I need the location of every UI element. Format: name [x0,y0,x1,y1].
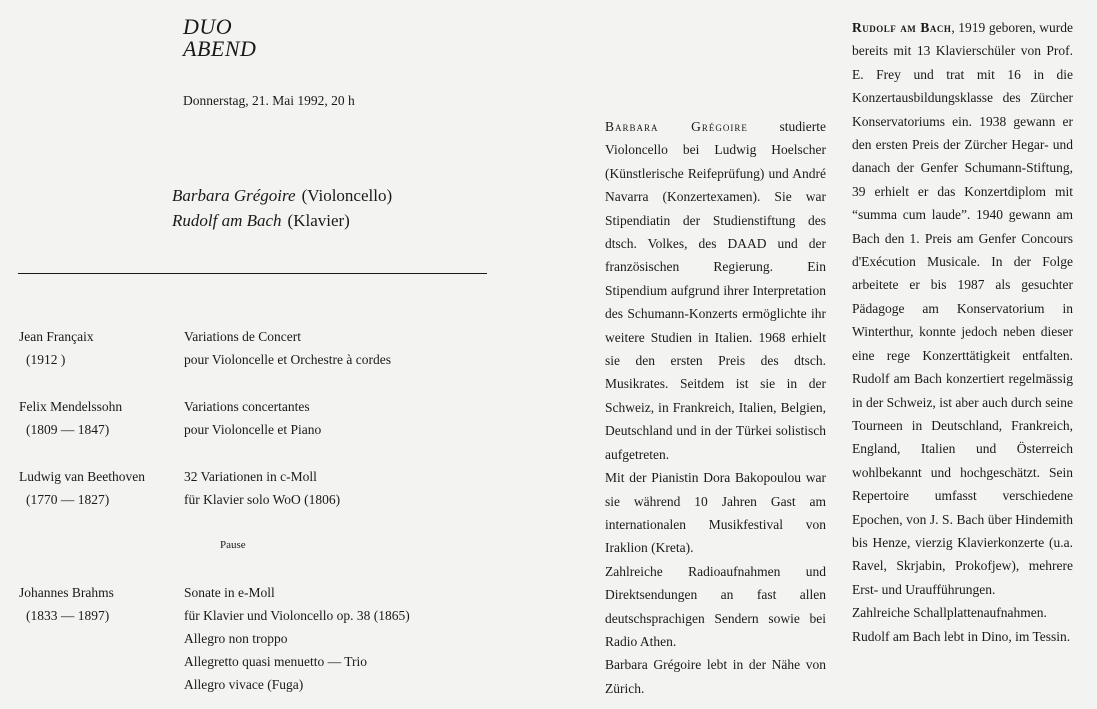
work-line: Variations de Concert [184,329,301,344]
work [184,325,391,371]
composer [19,465,145,511]
movement: Allegro non troppo [184,631,288,646]
movement: Allegro vivace (Fuga) [184,677,304,692]
work-line: pour Violoncelle et Orchestre à cordes [184,352,391,367]
bio-text: studierte Violoncello bei Ludwig Hoelscher (Künstlerische Reifeprüfung) und André Navarra (Konzertexamen). Sie war Stipendiatin der Studienstiftung des dtsch. Volkes, des DAAD und der französischen Regierung. Ein Stipendium aufgrund ihrer Interpretation des Schumann-Konzerts ermöglichte ihr weitere Studien in Italien. 1968 erhielt sie den ersten Preis des dtsch. Musikrates. Seitdem ist sie in der Schweiz, in Frankreich, Italien, Belgien, Deutschland und in der Türkei solistisch aufgetreten. [605,119,826,462]
performers [172,183,392,233]
title-line-2: ABEND [183,36,257,61]
composer [19,395,122,441]
bio-paragraph: Barbara Grégoire lebt in der Nähe von Zürich. [605,657,826,696]
performer-instrument: (Violoncello) [301,186,393,205]
bio-paragraph: Rudolf am Bach lebt in Dino, im Tessin. [852,628,1071,644]
work [184,581,410,696]
performer-name: Barbara Grégoire [172,186,296,205]
work-line: Variations concertantes [184,399,310,414]
composer [19,325,94,371]
bio-paragraph [852,16,1073,601]
bio-paragraph: Mit der Pianistin Dora Bakopoulou war sie während 10 Jahren Gast am internationalen Musikfestival von Iraklion (Kreta). [605,470,826,556]
composer-name: Johannes Brahms [19,585,114,600]
composer-years: (1912 ) [26,352,66,367]
bio-name: Rudolf am Bach [852,20,952,35]
bio-paragraph: Zahlreiche Schallplattenaufnahmen. [852,605,1047,621]
work-line: pour Violoncelle et Piano [184,422,322,437]
work [184,395,321,441]
intermission-label: Pause [220,539,246,551]
work [184,465,340,511]
bio-text: , 1919 geboren, wurde bereits mit 13 Klavierschüler von Prof. E. Frey und trat mit 16 in die Konzertausbildungsklasse des Zürcher Konservatoriums ein. 1938 gewann er den ersten Preis der Zürcher Hegar- und danach der Genfer Schumann-Stiftung, 39 erhielt er das Konzertdiplom mit “summa cum laude”. 1940 gewann am Bach den 1. Preis am Genfer Concours d'Exécution Musicale. In der Folge arbeitete er bis 1987 als gesuchter Pädagoge am Konservatorium in Winterthur, konnte jedoch neben dieser eine rege Konzerttätigkeit entfalten. Rudolf am Bach konzertiert regelmässig in der Schweiz, ist aber auch durch seine Tourneen in Deutschland, Frankreich, England, Italien und Österreich wohlbekannt und hochgeschätzt. Sein Repertoire umfasst verschiedene Epochen, von J. S. Bach über Hindemith bis Henze, vierzig Klavierkonzerte (u.a. Ravel, Skrjabin, Prokofjew), mehrere Erst- und Uraufführungen. [852,20,1074,597]
work-line: 32 Variationen in c-Moll [184,469,317,484]
performer [172,208,392,233]
composer-years: (1809 — 1847) [26,422,110,437]
bio-paragraph: Zahlreiche Radioaufnahmen und Direktsendungen an fast allen deutschsprachigen Sendern sowie bei Radio Athen. [605,563,826,649]
page-title [183,16,256,60]
movement: Allegretto quasi menuetto — Trio [184,654,367,669]
work-line: für Klavier solo WoO (1806) [184,492,341,507]
title-line-1: DUO [183,14,233,39]
work-line: Sonate in e-Moll [184,585,275,600]
bio-name: Barbara Grégoire [605,119,748,134]
composer-name: Ludwig van Beethoven [19,469,145,484]
performer-instrument: (Klavier) [287,211,350,230]
composer-name: Jean Françaix [19,329,94,344]
concert-date: Donnerstag, 21. Mai 1992, 20 h [183,93,355,108]
composer-name: Felix Mendelssohn [19,399,123,414]
work-line: für Klavier und Violoncello op. 38 (1865) [184,608,410,623]
composer-years: (1770 — 1827) [26,492,110,507]
composer [19,581,114,627]
composer-years: (1833 — 1897) [26,608,110,623]
performer [172,183,392,208]
bio-paragraph [605,115,826,466]
divider [18,273,487,274]
biography-gregoire [605,115,826,700]
performer-name: Rudolf am Bach [172,211,282,230]
biography-am-bach [852,16,1073,648]
